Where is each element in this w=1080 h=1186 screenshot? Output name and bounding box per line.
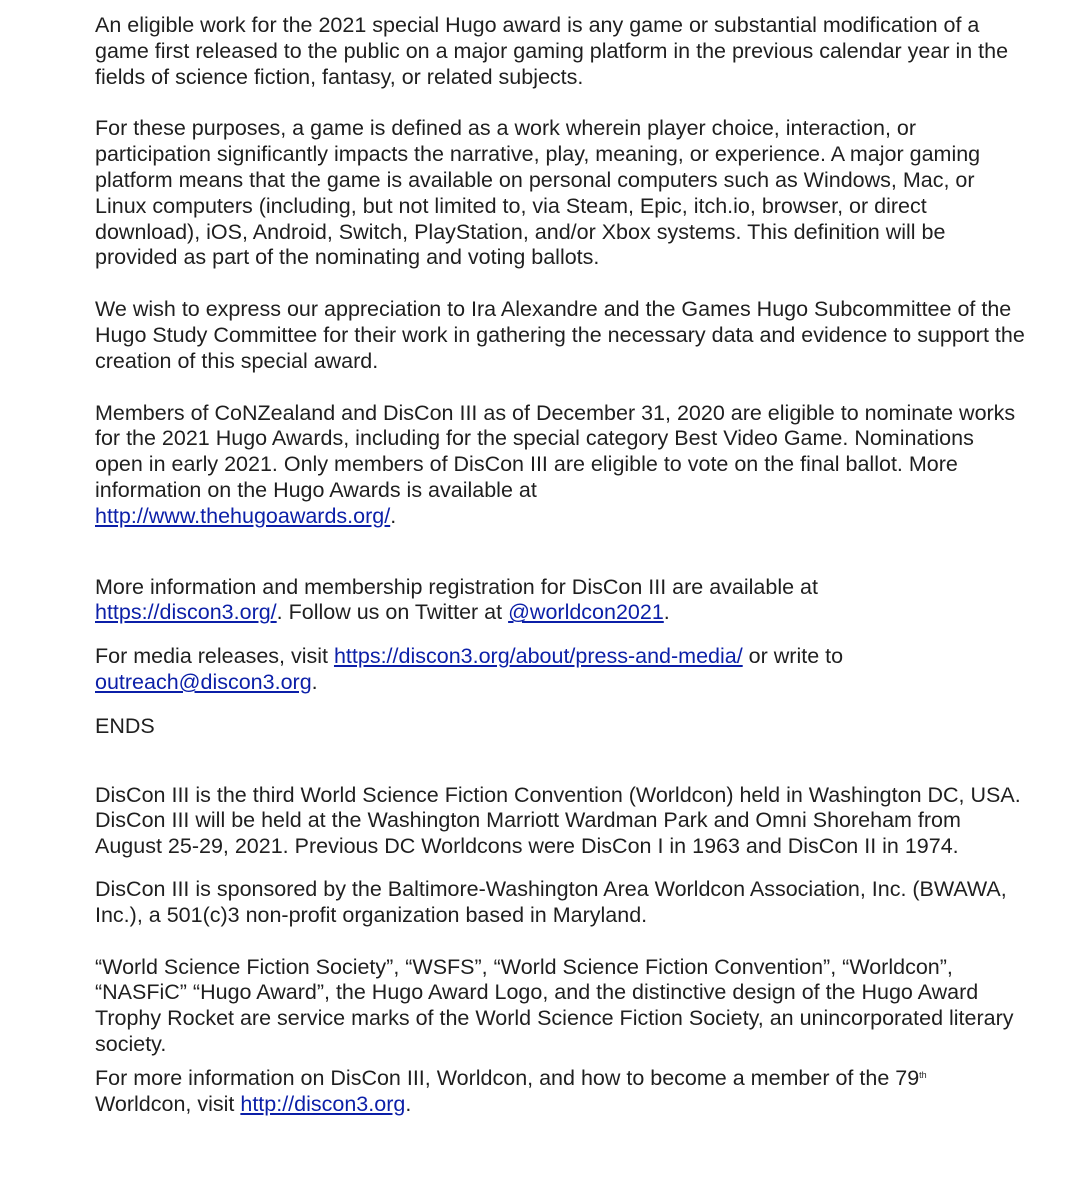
nomination-paragraph [95,401,1025,530]
ends-marker: ENDS [95,713,155,738]
membership-period: . [663,600,670,625]
more-info-period: . [405,1091,412,1116]
twitter-intro-text: . Follow us on Twitter at [276,600,509,625]
press-release-document [95,13,1025,1117]
press-media-link[interactable]: https://discon3.org/about/press-and-media/ [333,644,743,669]
media-text: For media releases, visit [95,644,334,669]
nomination-period: . [390,503,397,528]
appreciation-paragraph: We wish to express our appreciation to Ira Alexandre and the Games Hugo Subcommittee of the Hugo Study Committee for their work in gathering the necessary data and evidence to support the creation of this special award. [95,297,1025,373]
sponsor-paragraph: DisCon III is sponsored by the Baltimore-Washington Area Worldcon Association, Inc. (BWAWA, Inc.), a 501(c)3 non-profit organization based in Maryland. [95,876,1007,927]
twitter-handle-link[interactable]: @worldcon2021 [508,600,664,625]
service-marks-paragraph: “World Science Fiction Society”, “WSFS”, “World Science Fiction Convention”, “Worldcon”, “NASFiC” “Hugo Award”, the Hugo Award Logo, and the distinctive design of the Hugo Award Trophy Rocket are service marks of the World Science Fiction Society, an unincorporated literary society. [95,954,1014,1056]
more-info-text: For more information on DisCon III, Worldcon, and how to become a member of the 79 [95,1065,920,1090]
outreach-email-link[interactable]: outreach@discon3.org [95,669,312,694]
membership-paragraph [95,575,1025,627]
eligibility-paragraph: An eligible work for the 2021 special Hugo award is any game or substantial modification of a game first released to the public on a major gaming platform in the previous calendar year in the fields of science fiction, fantasy, or related subjects. [95,13,1009,89]
hugo-awards-link[interactable]: http://www.thehugoawards.org/ [95,503,391,528]
more-info-paragraph [95,1066,1025,1118]
more-info-text-2: Worldcon, visit [95,1091,241,1116]
media-period: . [311,669,318,694]
nomination-text: Members of CoNZealand and DisCon III as of December 31, 2020 are eligible to nominate works for the 2021 Hugo Awards, including for the special category Best Video Game. Nominations open in early 2021. Only members of DisCon III are eligible to vote on the final ballot. More information on the Hugo Awards is available at [95,400,1016,502]
membership-text: More information and membership registration for DisCon III are available at [95,574,818,599]
discon3-home-link[interactable]: http://discon3.org [240,1091,406,1116]
ordinal-suffix: th [919,1069,927,1080]
media-paragraph [95,644,1025,696]
media-mid-text: or write to [742,644,844,669]
game-definition-paragraph: For these purposes, a game is defined as a work wherein player choice, interaction, or participation significantly impacts the narrative, play, meaning, or experience. A major gaming platform means that the game is available on personal computers such as Windows, Mac, or Linux computers (including, but not limited to, via Steam, Epic, itch.io, browser, or direct download), iOS, Android, Switch, PlayStation, and/or Xbox systems. This definition will be provided as part of the nominating and voting ballots. [95,116,981,270]
discon3-site-link[interactable]: https://discon3.org/ [95,600,277,625]
discon-about-paragraph: DisCon III is the third World Science Fiction Convention (Worldcon) held in Washington DC, USA. DisCon III will be held at the Washington Marriott Wardman Park and Omni Shoreham from August 25-29, 2021. Previous DC Worldcons were DisCon I in 1963 and DisCon II in 1974. [95,782,1021,859]
